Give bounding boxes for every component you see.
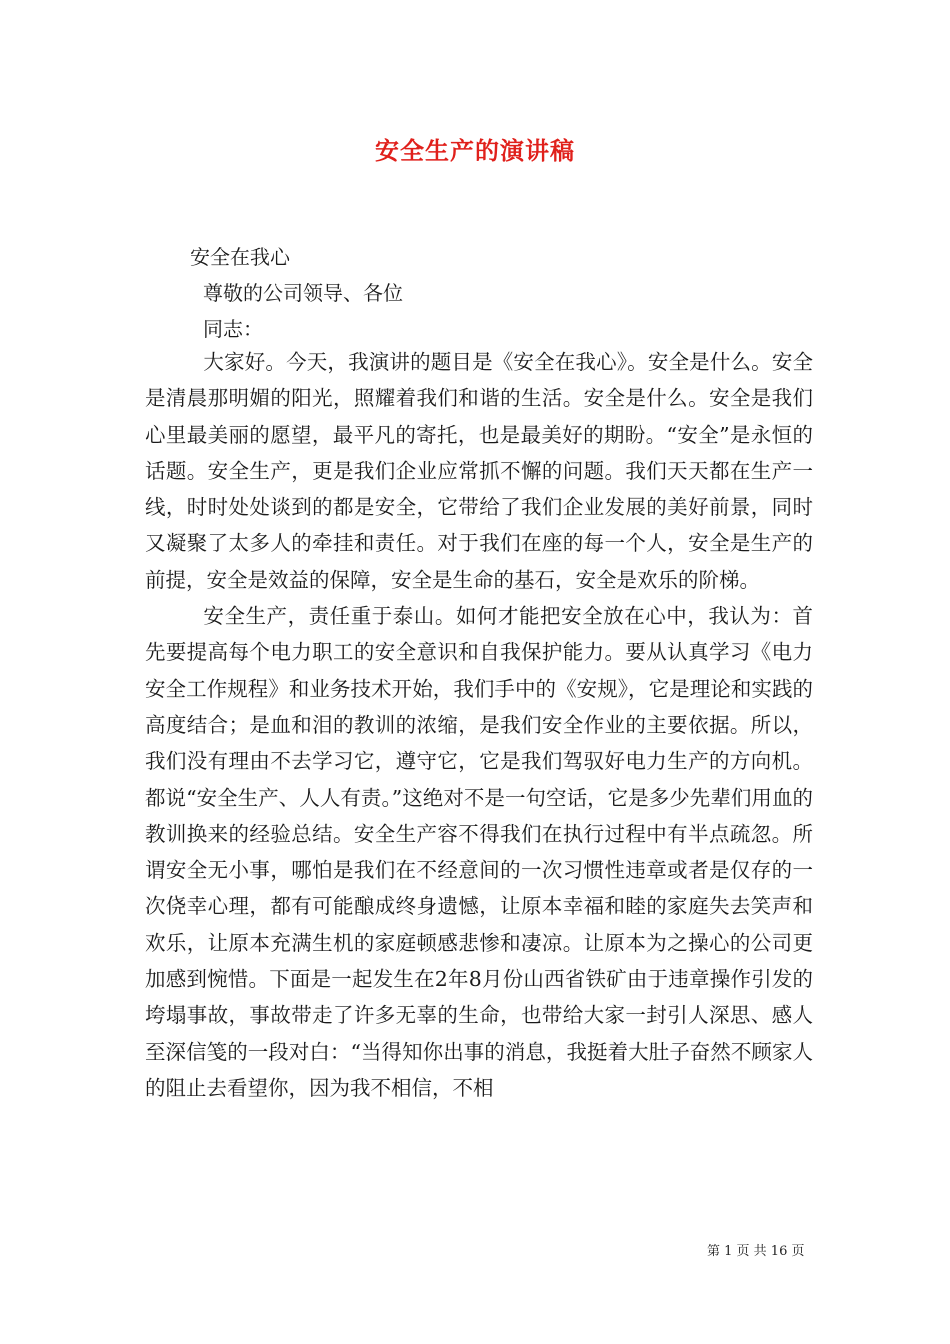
body-paragraph-2: 安全生产，责任重于泰山。如何才能把安全放在心中，我认为：首先要提高每个电力职工的安全意识和自我保护能力。要从认真学习《电力安全工作规程》和业务技术开始，我们手中的《安规》，它是理论和实践的高度结合；是血和泪的教训的浓缩，是我们安全作业的主要依据。所以，我们没有理由不去学习它，遵守它，它是我们驾驭好电力生产的方向机。都说“安全生产、人人有责。”这绝对不是一句空话，它是多少先辈们用血的教训换来的经验总结。安全生产容不得我们在执行过程中有半点疏忽。所谓安全无小事，哪怕是我们在不经意间的一次习惯性违章或者是仅存的一次侥幸心理，都有可能酿成终身遗憾，让原本幸福和睦的家庭失去笑声和欢乐，让原本充满生机的家庭顿感悲惨和凄凉。让原本为之操心的公司更加感到惋惜。下面是一起发生在2年8月份山西省铁矿由于违章操作引发的垮塌事故，事故带走了许多无辜的生命，也带给大家一封引人深思、感人至深信笺的一段对白：“当得知你出事的消息，我挺着大肚子奋然不顾家人的阻止去看望你，因为我不相信，不相 — [145, 604, 813, 1100]
body-paragraph-1: 大家好。今天，我演讲的题目是《安全在我心》。安全是什么。安全是清晨那明媚的阳光，照耀着我们和谐的生活。安全是什么。安全是我们心里最美丽的愿望，最平凡的寄托，也是最美好的期盼。“安全”是永恒的话题。安全生产，更是我们企业应常抓不懈的问题。我们天天都在生产一线，时时处处谈到的都是安全，它带给了我们企业发展的美好前景，同时又凝聚了太多人的牵挂和责任。对于我们在座的每一个人，安全是生产的前提，安全是效益的保障，安全是生命的基石，安全是欢乐的阶梯。 — [145, 350, 813, 592]
salutation-line-1: 尊敬的公司领导、各位 — [203, 281, 403, 305]
speech-subheading: 安全在我心 — [190, 245, 290, 269]
speech-body — [145, 344, 813, 1106]
page-number-footer: 第 1 页 共 16 页 — [707, 1244, 805, 1259]
salutation-line-2: 同志： — [203, 317, 263, 341]
document-title: 安全生产的演讲稿 — [375, 136, 575, 165]
